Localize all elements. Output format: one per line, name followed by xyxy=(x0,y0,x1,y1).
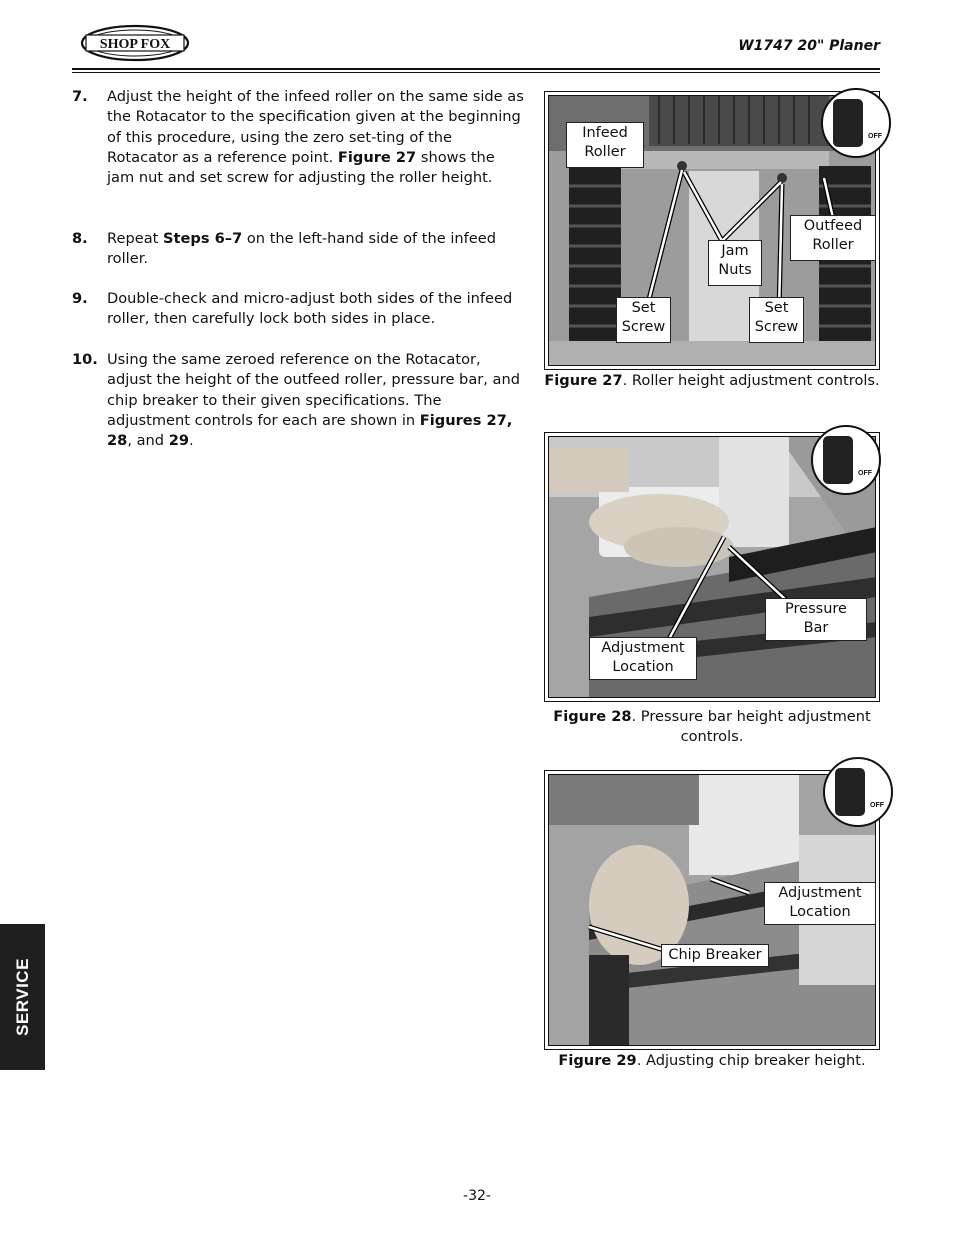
step-text: Double-check and micro-adjust both sides of the infeed roller, then carefully lock both sides in place. xyxy=(107,290,513,328)
step-number: 8. xyxy=(72,230,88,247)
figure-29-caption: Figure 29. Adjusting chip breaker height. xyxy=(558,1052,866,1069)
section-tab-label: SERVICE xyxy=(12,958,32,1036)
figure-29 xyxy=(544,770,884,1050)
step-7 xyxy=(72,87,524,188)
step-text: Using the same zeroed reference on the Rotacator, adjust the height of the outfeed roller, pressure bar, and chip breaker to their given specifications. The adjustment controls for each are shown in Figures 27, 28, and 29. xyxy=(107,351,520,450)
label-adjustment-location: Adjustment Location xyxy=(764,882,876,925)
rotacator-off-icon: OFF xyxy=(811,425,881,495)
figure-28-caption: Figure 28. Pressure bar height adjustment controls. xyxy=(553,708,871,745)
step-text: Repeat Steps 6–7 on the left-hand side of the infeed roller. xyxy=(107,230,497,268)
step-10 xyxy=(72,350,524,451)
step-number: 10. xyxy=(72,351,98,368)
rotacator-off-icon: OFF xyxy=(821,88,891,158)
step-8 xyxy=(72,229,524,270)
label-set-screw-left: Set Screw xyxy=(616,297,671,343)
label-outfeed-roller: Outfeed Roller xyxy=(790,215,876,261)
header-rule xyxy=(72,68,880,70)
shop-fox-logo xyxy=(80,24,190,62)
figure-27-caption: Figure 27. Roller height adjustment controls. xyxy=(544,372,880,389)
section-tab xyxy=(0,924,45,1070)
label-jam-nuts: Jam Nuts xyxy=(708,240,762,286)
figure-27 xyxy=(544,91,880,370)
header-rule-thin xyxy=(72,72,880,73)
label-pressure-bar: Pressure Bar xyxy=(765,598,867,641)
label-set-screw-right: Set Screw xyxy=(749,297,804,343)
rotacator-off-icon: OFF xyxy=(823,757,893,827)
step-number: 9. xyxy=(72,290,88,307)
model-title: W1747 20" Planer xyxy=(738,38,880,54)
step-9 xyxy=(72,289,524,330)
figure-28 xyxy=(544,432,880,702)
label-adjustment-location: Adjustment Location xyxy=(589,637,697,680)
label-infeed-roller: Infeed Roller xyxy=(566,122,644,168)
logo-text: SHOP FOX xyxy=(99,37,171,52)
step-number: 7. xyxy=(72,88,88,105)
page-number: -32- xyxy=(463,1188,491,1204)
label-chip-breaker: Chip Breaker xyxy=(661,944,769,967)
step-text: Adjust the height of the infeed roller on the same side as the Rotacator to the specification given at the beginning of this procedure, using the zero set-ting of the Rotacator as a reference point. Figure 27 shows the jam nut and set screw for adjusting the roller height. xyxy=(107,88,524,187)
